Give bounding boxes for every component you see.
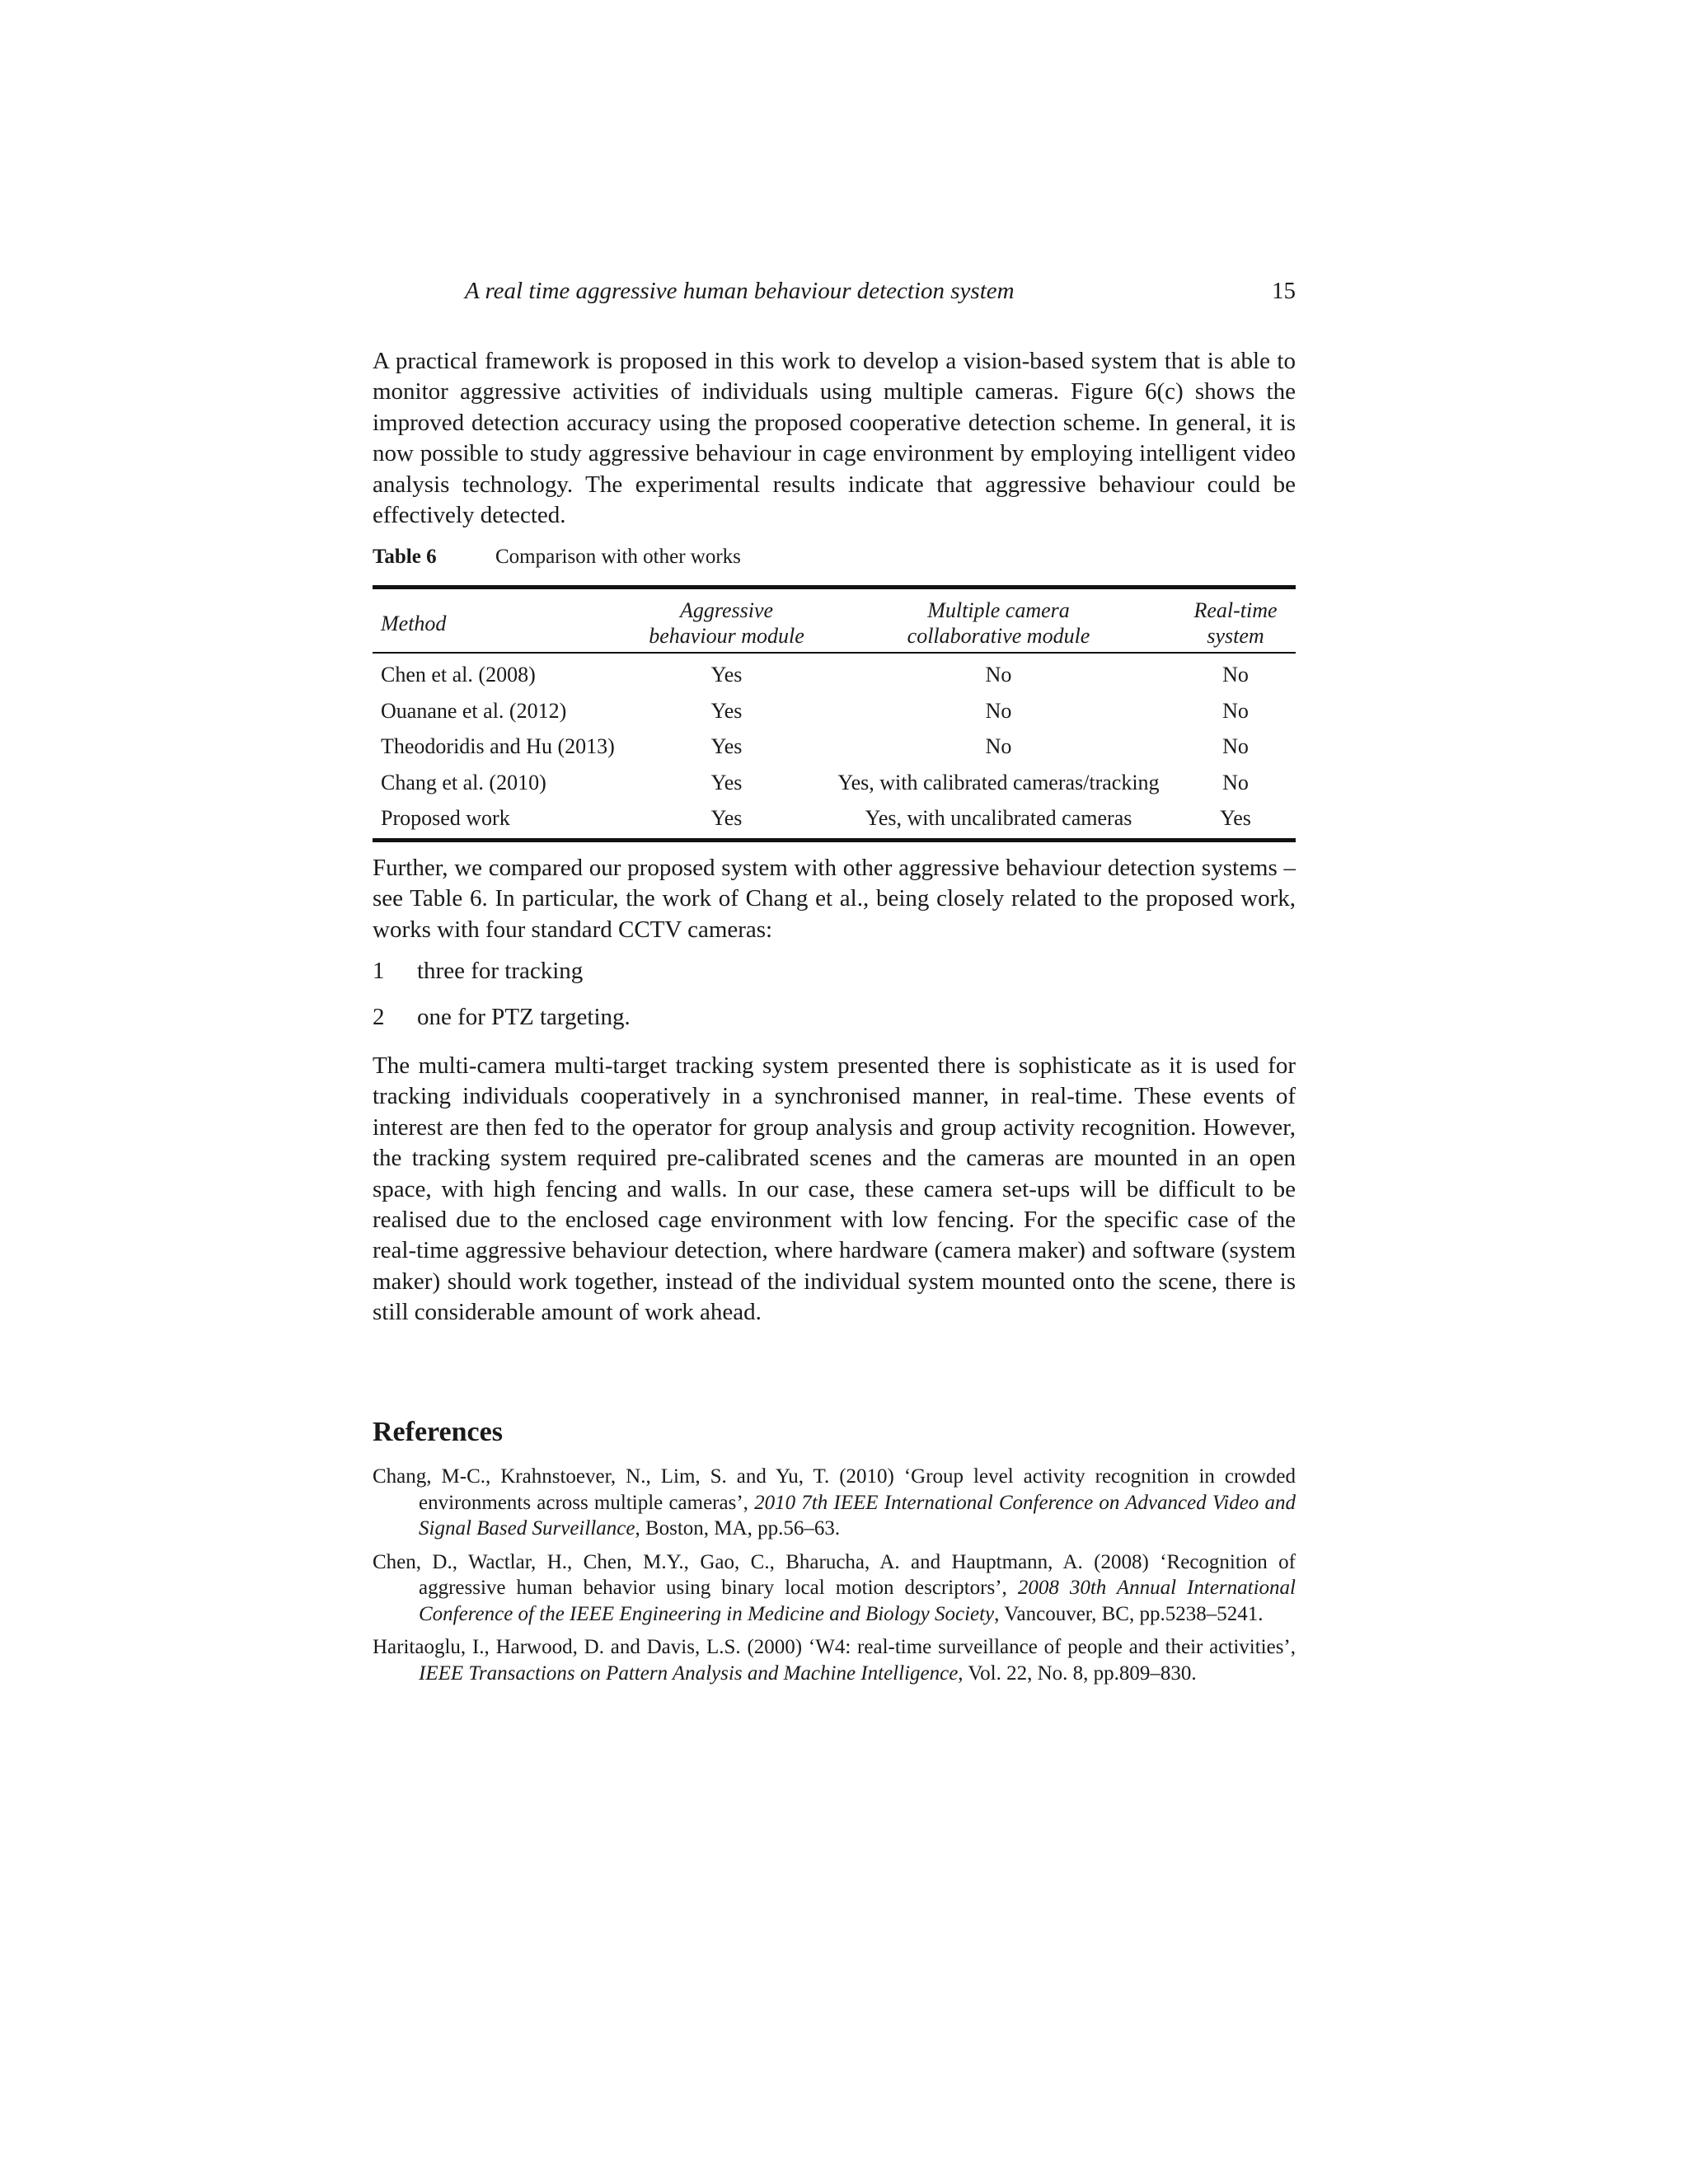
reference-authors: Chen, D., Wactlar, H., Chen, M.Y., Gao, C., Bharucha, A. and Hauptmann, A. (2008) ‘Recognition of aggressive human behavior using binary local motion descriptors’, xyxy=(373,1550,1296,1599)
list-number: 2 xyxy=(373,1004,385,1030)
comparison-table xyxy=(373,585,1296,842)
reference-authors: Haritaoglu, I., Harwood, D. and Davis, L.S. (2000) ‘W4: real-time surveillance of people and their activities’, xyxy=(373,1636,1296,1658)
cell-multiple: No xyxy=(985,734,1012,758)
list-item xyxy=(373,956,1296,987)
cell-aggressive: Yes xyxy=(710,734,743,758)
numbered-list xyxy=(373,956,1296,1048)
header-aggressive xyxy=(631,588,822,654)
reference-tail: , Boston, MA, pp.56–63. xyxy=(635,1517,841,1540)
header-multiple-line1: Multiple camera xyxy=(927,598,1070,622)
list-number: 1 xyxy=(373,958,385,984)
table-row xyxy=(373,800,1296,840)
cell-realtime: No xyxy=(1222,770,1249,794)
header-realtime-line2: system xyxy=(1207,624,1264,648)
comparison-paragraph: Further, we compared our proposed system with other aggressive behaviour detection systems – see Table 6. In particular, the work of Chang et al., being closely related to the proposed work, works with four standard CCTV cameras: xyxy=(373,855,1296,943)
cell-realtime: Yes xyxy=(1220,806,1251,830)
reference-authors: Chang, M-C., Krahnstoever, N., Lim, S. and Yu, T. (2010) ‘Group level activity recognition in crowded environments across multiple cameras’, xyxy=(373,1465,1296,1514)
reference-venue: 2010 7th IEEE International Conference on Advanced Video and Signal Based Surveillance xyxy=(419,1491,1296,1540)
page-number: 15 xyxy=(1272,278,1296,304)
cell-multiple: No xyxy=(985,698,1012,723)
running-header xyxy=(373,275,1296,307)
reference-item xyxy=(373,1549,1296,1628)
reference-list xyxy=(373,1464,1296,1694)
reference-item xyxy=(373,1464,1296,1542)
reference-item xyxy=(373,1634,1296,1686)
header-realtime xyxy=(1175,588,1296,654)
table-row xyxy=(373,765,1296,801)
table-row xyxy=(373,729,1296,765)
references-heading: References xyxy=(373,1417,503,1447)
discussion-paragraph: The multi-camera multi-target tracking system presented there is sophisticate as it is used for tracking individuals cooperatively in a synchronised manner, in real-time. These events of interest are then fed to the operator for group analysis and group activity recognition. However, the tracking system required pre-calibrated scenes and the cameras are mounted in an open space, with high fencing and walls. In our case, these camera set-ups will be difficult to be realised due to the enclosed cage environment with low fencing. For the specific case of the real-time aggressive behaviour detection, where hardware (camera maker) and software (system maker) should work together, instead of the individual system mounted onto the scene, there is still considerable amount of work ahead. xyxy=(373,1052,1296,1326)
list-text: one for PTZ targeting. xyxy=(417,1004,631,1030)
cell-method: Proposed work xyxy=(381,806,510,830)
cell-aggressive: Yes xyxy=(710,806,743,830)
list-item xyxy=(373,1002,1296,1033)
cell-multiple: No xyxy=(985,663,1012,687)
cell-method: Ouanane et al. (2012) xyxy=(381,698,567,723)
cell-method: Chang et al. (2010) xyxy=(381,770,546,794)
table-label: Table 6 xyxy=(373,546,437,568)
header-aggressive-line2: behaviour module xyxy=(649,624,804,648)
table-row xyxy=(373,653,1296,693)
header-realtime-line1: Real-time xyxy=(1193,598,1278,622)
cell-method: Chen et al. (2008) xyxy=(381,663,536,687)
cell-realtime: No xyxy=(1222,663,1249,687)
table-row xyxy=(373,693,1296,729)
cell-aggressive: Yes xyxy=(710,770,743,794)
reference-venue: IEEE Transactions on Pattern Analysis and Machine Intelligence xyxy=(419,1661,959,1685)
header-multiple-line2: collaborative module xyxy=(907,624,1090,648)
reference-venue: 2008 30th Annual International Conference of the IEEE Engineering in Medicine and Biology Society xyxy=(419,1577,1296,1625)
table-header-row xyxy=(373,588,1296,654)
intro-paragraph: A practical framework is proposed in this work to develop a vision-based system that is able to monitor aggressive activities of individuals using multiple cameras. Figure 6(c) shows the improved detection accuracy using the proposed cooperative detection scheme. In general, it is now possible to study aggressive behaviour in cage environment by employing intelligent video analysis technology. The experimental results indicate that aggressive behaviour could be effectively detected. xyxy=(373,348,1296,529)
header-aggressive-line1: Aggressive xyxy=(679,598,774,622)
cell-aggressive: Yes xyxy=(710,663,743,687)
reference-tail: , Vancouver, BC, pp.5238–5241. xyxy=(994,1602,1264,1625)
running-title: A real time aggressive human behaviour detection system xyxy=(465,278,1015,304)
table-caption xyxy=(373,544,1296,570)
header-multiple xyxy=(822,588,1175,654)
header-method: Method xyxy=(381,611,447,635)
cell-realtime: No xyxy=(1222,734,1249,758)
cell-aggressive: Yes xyxy=(710,698,743,723)
table-caption-text: Comparison with other works xyxy=(495,546,741,568)
list-text: three for tracking xyxy=(417,958,584,984)
cell-realtime: No xyxy=(1222,698,1249,723)
reference-tail: , Vol. 22, No. 8, pp.809–830. xyxy=(958,1661,1197,1685)
cell-multiple: Yes, with uncalibrated cameras xyxy=(865,806,1132,830)
cell-method: Theodoridis and Hu (2013) xyxy=(381,734,615,758)
cell-multiple: Yes, with calibrated cameras/tracking xyxy=(837,770,1160,794)
